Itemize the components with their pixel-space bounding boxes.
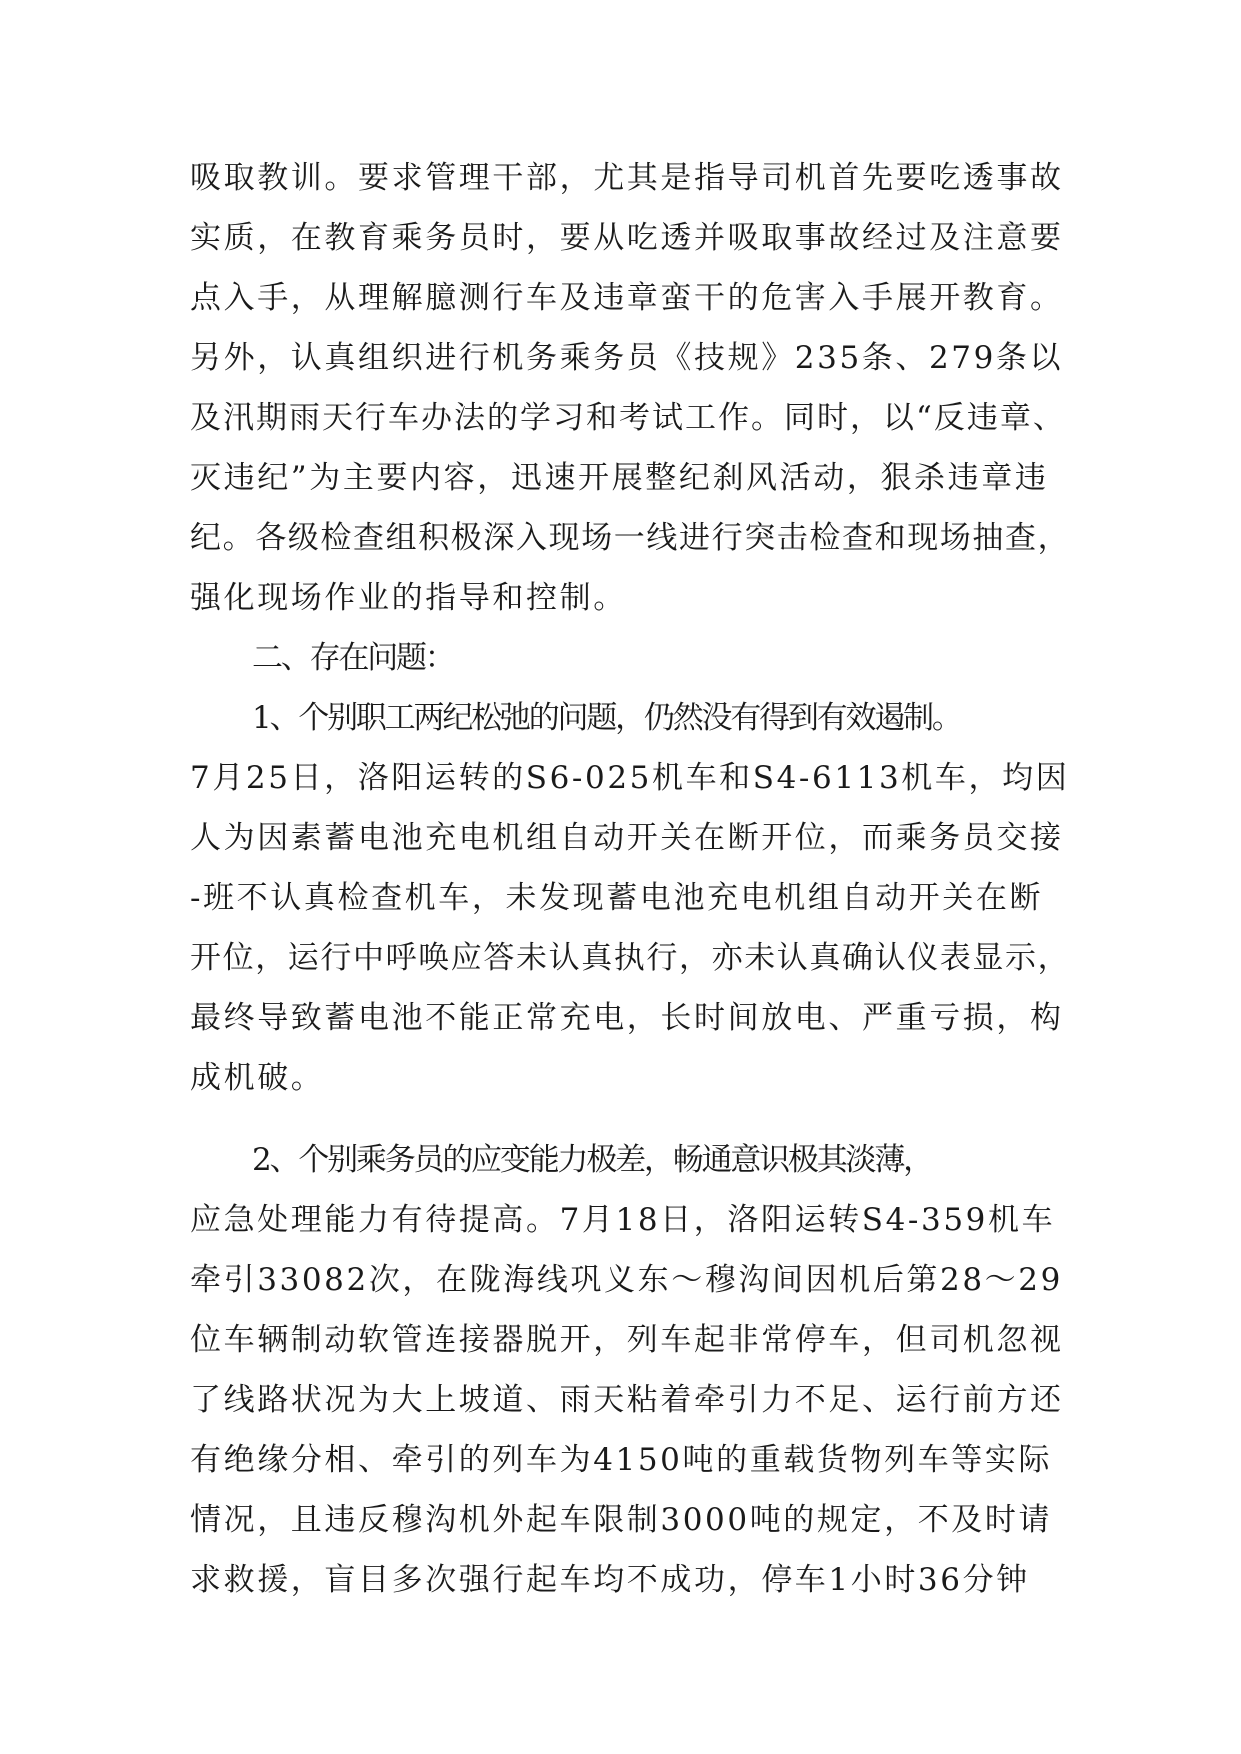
paragraph-line: 求救援，盲目多次强行起车均不成功，停车1小时36分钟 <box>190 1562 1030 1598</box>
paragraph-line: 强化现场作业的指导和控制。 <box>190 580 627 616</box>
paragraph-line: -班不认真检查机车，未发现蓄电池充电机组自动开关在断 <box>190 880 1044 916</box>
paragraph-line: 牵引33082次，在陇海线巩义东～穆沟间因机后第28～29 <box>190 1262 1063 1298</box>
paragraph-line: 开位，运行中呼唤应答未认真执行，亦未认真确认仪表显示， <box>190 940 1071 976</box>
paragraph-line: 成机破。 <box>190 1060 325 1096</box>
paragraph-line: 情况，且违反穆沟机外起车限制3000吨的规定，不及时请 <box>190 1502 1053 1538</box>
paragraph-line: 应急处理能力有待提高。7月18日，洛阳运转S4-359机车 <box>190 1202 1056 1238</box>
paragraph-line: 另外，认真组织进行机务乘务员《技规》235条、279条以 <box>190 340 1064 376</box>
paragraph-line: 7月25日，洛阳运转的S6-025机车和S4-6113机车，均因 <box>190 760 1070 796</box>
paragraph-line: 纪。各级检查组积极深入现场一线进行突击检查和现场抽查， <box>190 520 1071 556</box>
paragraph-line: 1、个别职工两纪松弛的问题，仍然没有得到有效遏制。 <box>252 700 961 736</box>
paragraph-line: 点入手，从理解臆测行车及违章蛮干的危害入手展开教育。 <box>190 280 1064 316</box>
paragraph-line: 有绝缘分相、牵引的列车为4150吨的重载货物列车等实际 <box>190 1442 1053 1478</box>
paragraph-line: 灭违纪”为主要内容，迅速开展整纪刹风活动，狠杀违章违 <box>190 460 1049 496</box>
paragraph-line: 实质，在教育乘务员时，要从吃透并吸取事故经过及注意要 <box>190 220 1064 256</box>
paragraph-line: 位车辆制动软管连接器脱开，列车起非常停车，但司机忽视 <box>190 1322 1064 1358</box>
paragraph-line: 吸取教训。要求管理干部，尤其是指导司机首先要吃透事故 <box>190 160 1064 196</box>
paragraph-line: 2、个别乘务员的应变能力极差，畅通意识极其淡薄， <box>252 1142 932 1178</box>
paragraph-line: 最终导致蓄电池不能正常充电，长时间放电、严重亏损，构 <box>190 1000 1064 1036</box>
paragraph-line: 及汛期雨天行车办法的学习和考试工作。同时，以“反违章、 <box>190 400 1066 436</box>
paragraph-line: 了线路状况为大上坡道、雨天粘着牵引力不足、运行前方还 <box>190 1382 1064 1418</box>
paragraph-line: 人为因素蓄电池充电机组自动开关在断开位，而乘务员交接 <box>190 820 1064 856</box>
section-heading: 二、存在问题： <box>252 640 454 676</box>
